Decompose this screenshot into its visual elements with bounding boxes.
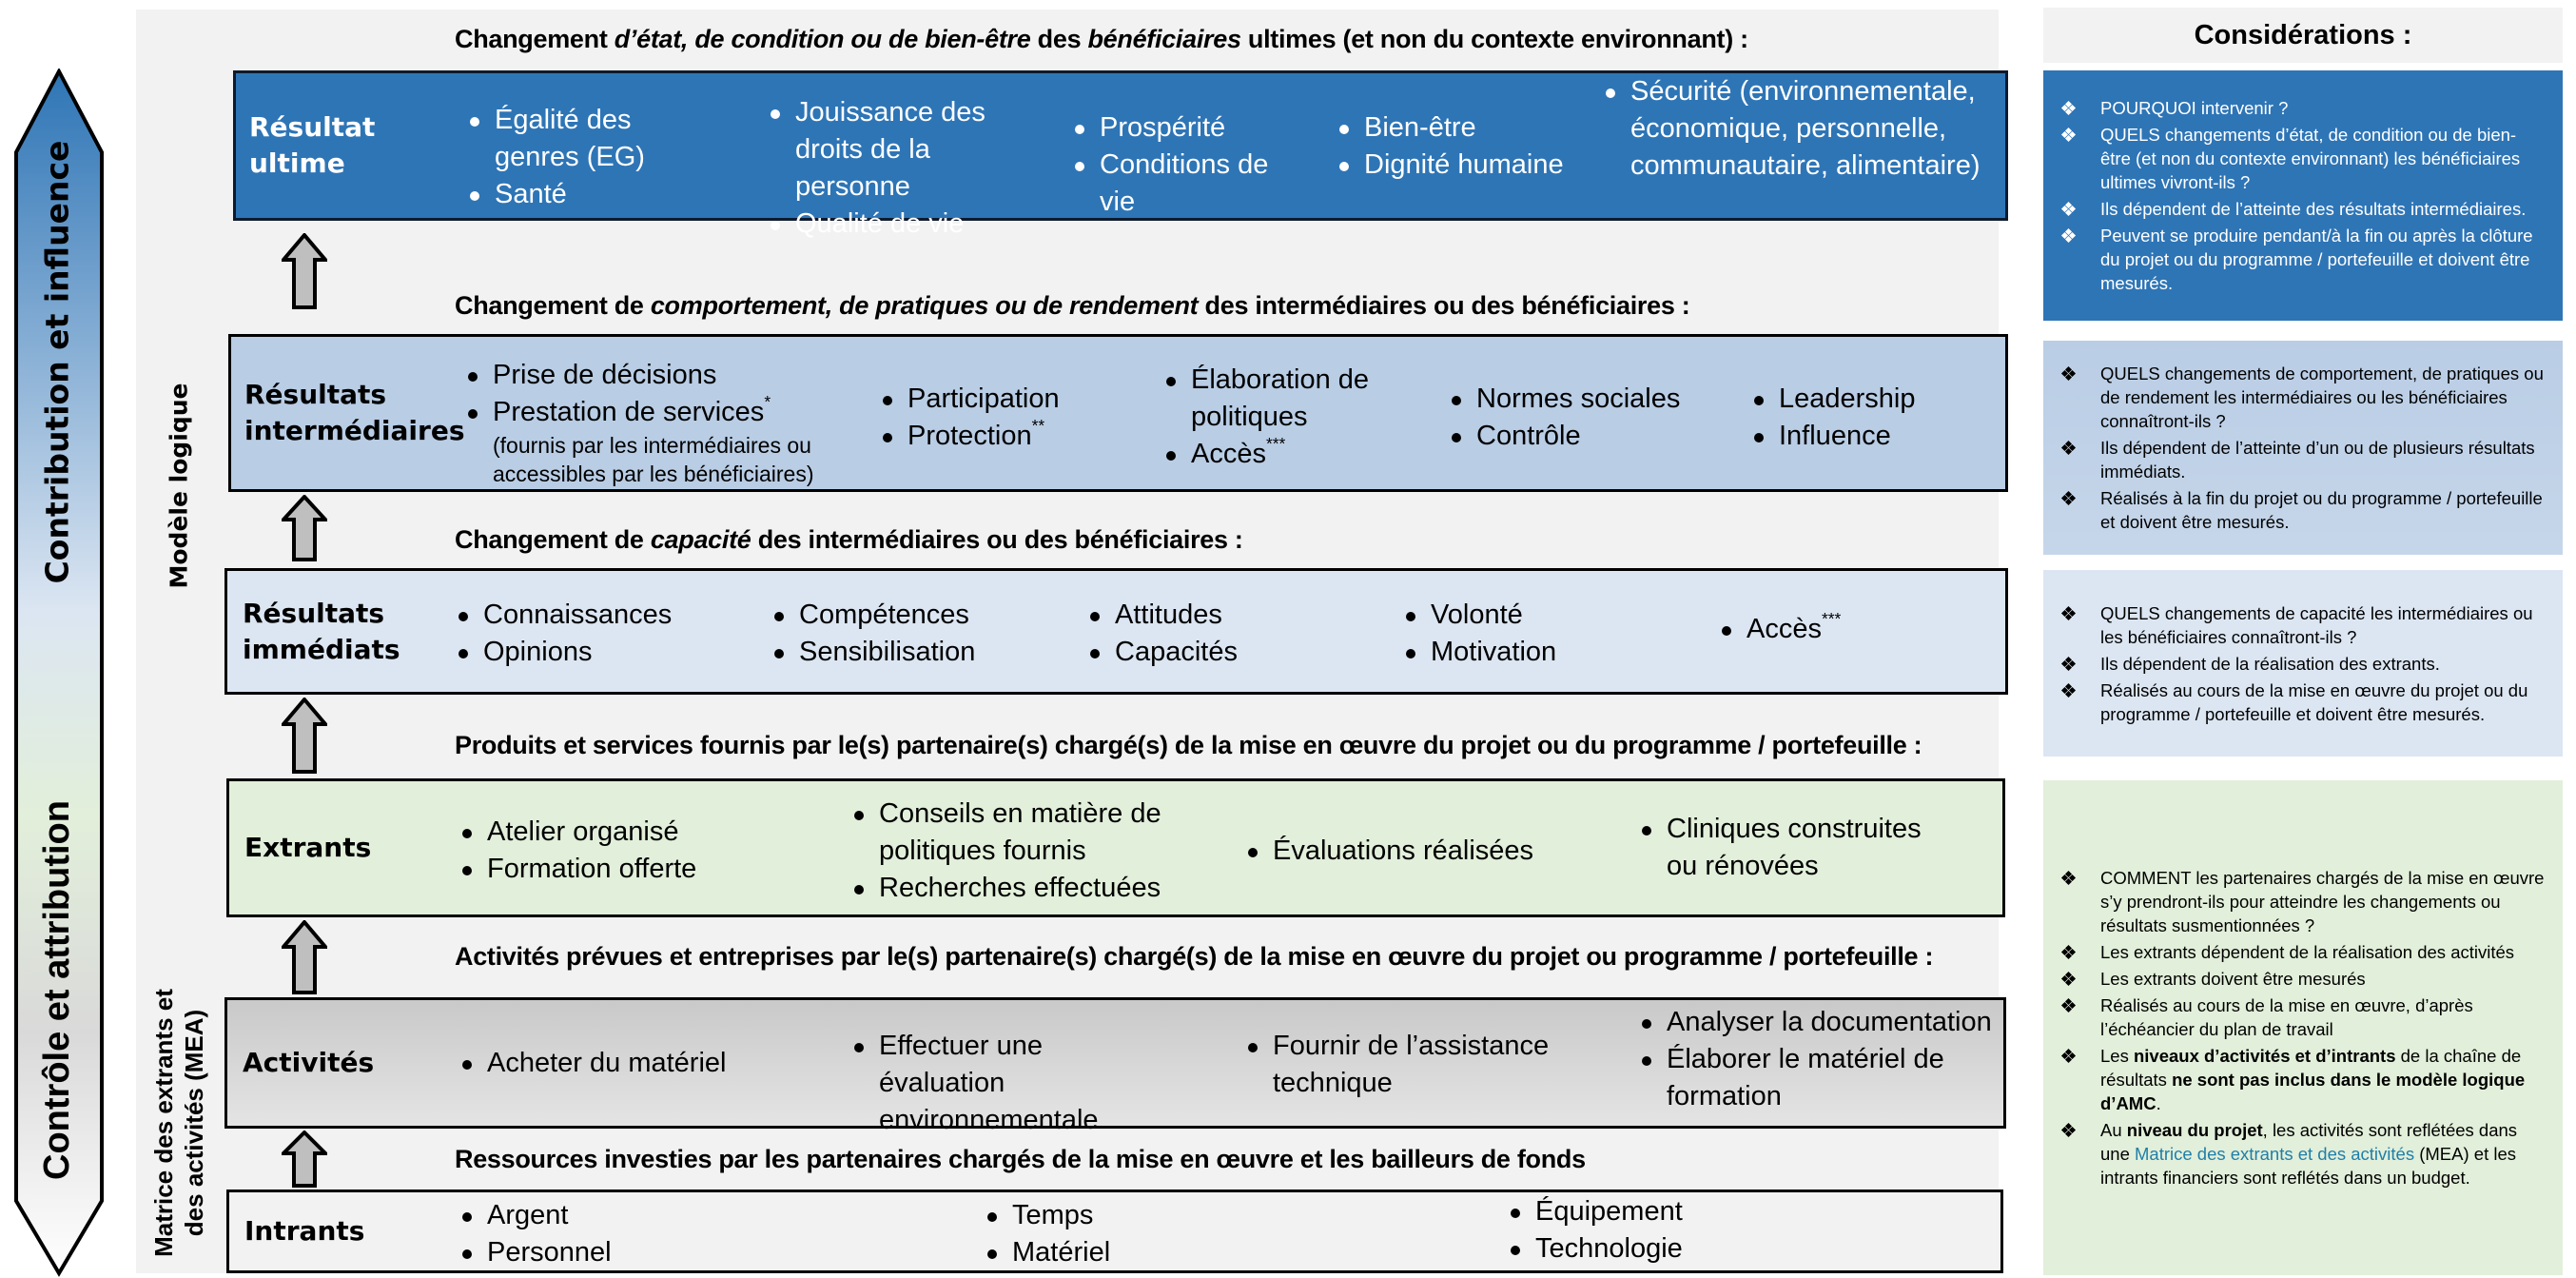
control-attribution-label: Contrôle et attribution (36, 799, 77, 1180)
consideration-item: QUELS changements de comportement, de pratiques ou de rendement les intermédiaires ou les bénéficiaires connaîtront-ils ? (2059, 362, 2546, 433)
immediate-header: Changement de capacité des intermédiaires ou des bénéficiaires : (455, 525, 1243, 554)
consideration-item: COMMENT les partenaires chargés de la mise en œuvre s’y prendront-ils pour atteindre les changements ou résultats susmentionnées ? (2059, 866, 2546, 937)
ultimate-col-5: Sécurité (environnementale, économique, personnelle, communautaire, alimentaire) (1602, 73, 1982, 185)
ultimate-col-3: Prospérité Conditions de vie (1071, 109, 1299, 221)
diamond-bullet-icon (2062, 367, 2076, 381)
outputs-header: Produits et services fournis par le(s) partenaire(s) chargé(s) de la mise en œuvre du projet ou du programme / portefeuille : (455, 731, 1922, 759)
diamond-bullet-icon (2062, 1124, 2076, 1137)
considerations-ultimate (2043, 70, 2563, 321)
logic-model-label: Modèle logique (165, 383, 193, 588)
inputs-col-2: Temps Matériel (984, 1197, 1269, 1271)
ultimate-col-1: Égalité des genres (EG) Santé (466, 102, 723, 213)
considerations-immediate (2043, 570, 2563, 757)
diamond-bullet-icon (2062, 102, 2076, 115)
consideration-item: Réalisés au cours de la mise en œuvre du projet ou du programme / portefeuille et doivent être mesurés. (2059, 678, 2546, 726)
consideration-item: Les extrants doivent être mesurés (2059, 967, 2546, 991)
diamond-bullet-icon (2062, 203, 2076, 216)
considerations-title: Considérations : (2043, 8, 2563, 63)
ultimate-header: Changement d’état, de condition ou de bien-être des bénéficiaires ultimes (et non du contexte environnant) : (455, 25, 1748, 53)
consideration-item: Les niveaux d’activités et d’intrants de la chaîne de résultats ne sont pas inclus dans le modèle logique d’AMC. (2059, 1044, 2546, 1115)
consideration-item: Réalisés au cours de la mise en œuvre, d’après l’échéancier du plan de travail (2059, 993, 2546, 1041)
diamond-bullet-icon (2062, 229, 2076, 243)
intermediate-col-2: Participation Protection** (879, 381, 1126, 455)
diamond-bullet-icon (2062, 973, 2076, 986)
outputs-col-1: Atelier organisé Formation offerte (459, 814, 763, 888)
intermediate-col-1: Prise de décisions Prestation de services* (fournis par les intermédiaires ou accessibles par les bénéficiaires) (464, 357, 845, 488)
up-arrow-icon (282, 1131, 327, 1188)
activities-col-3: Fournir de l’assistance technique (1244, 1028, 1568, 1102)
outputs-title: Extrants (244, 832, 372, 863)
inputs-col-3: Équipement Technologie (1507, 1193, 1792, 1268)
ultimate-col-2: Jouissance des droits de la personne Qualité de vie (767, 94, 1052, 243)
considerations-intermediate (2043, 341, 2563, 555)
immediate-col-3: Attitudes Capacités (1086, 597, 1372, 671)
intermediate-header: Changement de comportement, de pratiques ou de rendement des intermédiaires ou des bénéficiaires : (455, 291, 1690, 320)
consideration-item: Les extrants dépendent de la réalisation des activités (2059, 940, 2546, 964)
diamond-bullet-icon (2062, 999, 2076, 1013)
consideration-item: QUELS changements de capacité les intermédiaires ou les bénéficiaires connaîtront-ils ? (2059, 601, 2546, 649)
contribution-influence-label: Contribution et influence (38, 140, 76, 583)
outputs-col-3: Évaluations réalisées (1244, 833, 1568, 870)
consideration-item: Ils dépendent de l’atteinte des résultats intermédiaires. (2059, 197, 2546, 221)
diamond-bullet-icon (2062, 442, 2076, 455)
up-arrow-icon (282, 495, 327, 561)
up-arrow-icon (282, 698, 327, 774)
up-arrow-icon (282, 233, 327, 309)
up-arrow-icon (282, 920, 327, 994)
mea-link[interactable]: Matrice des extrants et des activités (2135, 1144, 2415, 1164)
diamond-bullet-icon (2062, 607, 2076, 620)
diamond-bullet-icon (2062, 872, 2076, 885)
immediate-col-2: Compétences Sensibilisation (771, 597, 1056, 671)
outputs-col-2: Conseils en matière de politiques fournis Recherches effectuées (850, 796, 1174, 907)
immediate-col-4: Volonté Motivation (1402, 597, 1688, 671)
intermediate-col-3: Élaboration de politiques Accès*** (1162, 362, 1391, 473)
diamond-bullet-icon (2062, 492, 2076, 505)
diamond-bullet-icon (2062, 1050, 2076, 1063)
diamond-bullet-icon (2062, 946, 2076, 959)
consideration-item: POURQUOI intervenir ? (2059, 96, 2546, 120)
immediate-outcomes-title: Résultats immédiats (243, 597, 400, 665)
activities-title: Activités (243, 1047, 375, 1078)
inputs-col-1: Argent Personnel (459, 1197, 744, 1271)
consideration-item: Peuvent se produire pendant/à la fin ou après la clôture du projet ou du programme / portefeuille et doivent être mesurés. (2059, 224, 2546, 295)
consideration-item: Réalisés à la fin du projet ou du programme / portefeuille et doivent être mesurés. (2059, 486, 2546, 534)
diamond-bullet-icon (2062, 128, 2076, 142)
activities-header: Activités prévues et entreprises par le(s) partenaire(s) chargé(s) de la mise en œuvre du projet ou programme / portefeuille : (455, 942, 1934, 971)
inputs-header: Ressources investies par les partenaires chargés de la mise en œuvre et les bailleurs de fonds (455, 1145, 1586, 1173)
consideration-item: QUELS changements d’état, de condition ou de bien-être (et non du contexte environnant) les bénéficiaires ultimes vivront-ils ? (2059, 123, 2546, 194)
ultimate-col-4: Bien-être Dignité humaine (1336, 109, 1564, 184)
outputs-col-4: Cliniques construites ou rénovées (1638, 811, 1952, 885)
intermediate-col-5: Leadership Influence (1750, 381, 1979, 455)
diamond-bullet-icon (2062, 684, 2076, 698)
consideration-item: Ils dépendent de l’atteinte d’un ou de plusieurs résultats immédiats. (2059, 436, 2546, 483)
inputs-title: Intrants (244, 1215, 365, 1247)
consideration-item: Ils dépendent de la réalisation des extrants. (2059, 652, 2546, 676)
intermediate-outcomes-title: Résultats intermédiaires (244, 379, 465, 446)
consideration-item: Au niveau du projet, les activités sont reflétées dans une Matrice des extrants et des activités (MEA) et les intrants financiers sont reflétés dans un budget. (2059, 1118, 2546, 1190)
activities-col-4: Analyser la documentation Élaborer le matériel de formation (1638, 1004, 2000, 1115)
considerations-outputs (2043, 780, 2563, 1275)
diamond-bullet-icon (2062, 658, 2076, 671)
immediate-col-5: Accès*** (1718, 611, 1908, 648)
intermediate-col-4: Normes sociales Contrôle (1448, 381, 1695, 455)
activities-col-2: Effectuer une évaluation environnementale (850, 1028, 1174, 1139)
mea-label: Matrice des extrants et des activités (MEA) (149, 989, 209, 1257)
immediate-col-1: Connaissances Opinions (455, 597, 740, 671)
ultimate-outcome-title: Résultat ultime (249, 111, 376, 179)
activities-col-1: Acheter du matériel (459, 1045, 782, 1082)
